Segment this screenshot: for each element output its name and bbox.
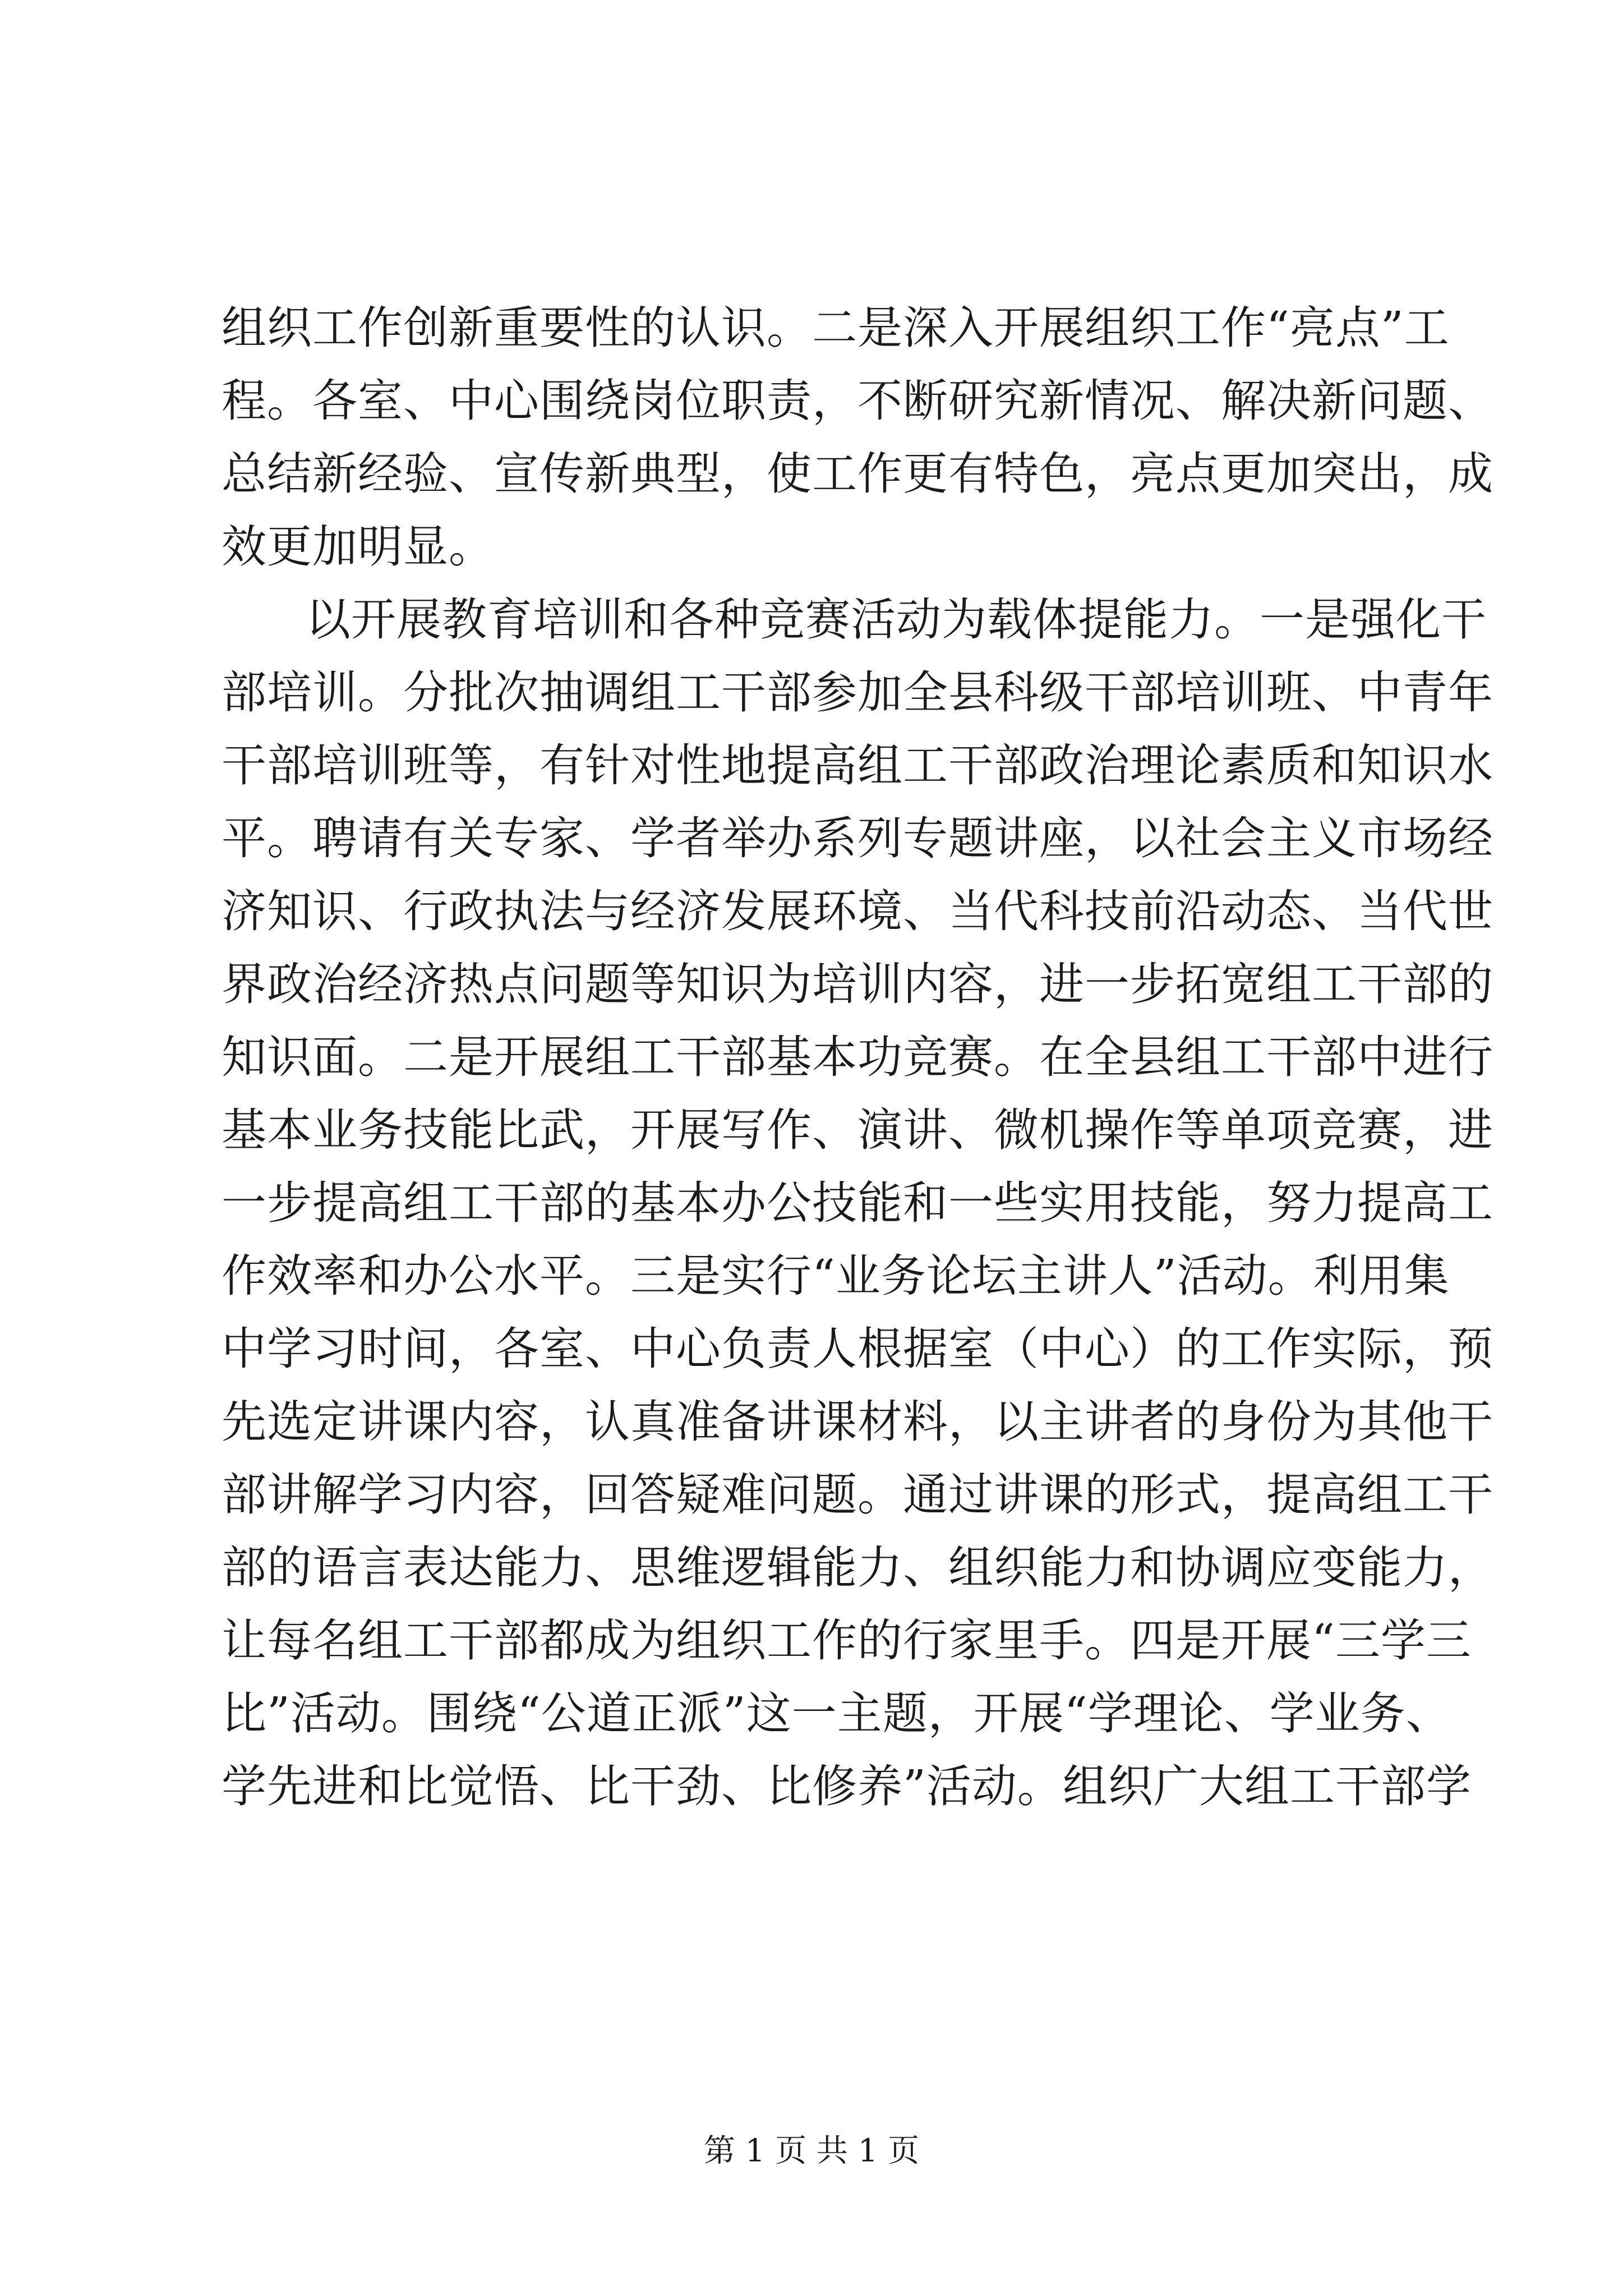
text-line: 作效率和办公水平。三是实行“业务论坛主讲人”活动。利用集 — [222, 1250, 1450, 1302]
text-line: 效更加明显。 — [222, 521, 494, 573]
text-line: 基本业务技能比武，开展写作、演讲、微机操作等单项竞赛，进 — [222, 1104, 1493, 1156]
text-line: 部讲解学习内容，回答疑难问题。通过讲课的形式，提高组工干 — [222, 1469, 1493, 1521]
text-line: 济知识、行政执法与经济发展环境、当代科技前沿动态、当代世 — [222, 885, 1493, 937]
text-line: 部的语言表达能力、思维逻辑能力、组织能力和协调应变能力， — [222, 1542, 1493, 1594]
text-line: 一步提高组工干部的基本办公技能和一些实用技能，努力提高工 — [222, 1177, 1493, 1229]
text-line: 总结新经验、宣传新典型，使工作更有特色，亮点更加突出，成 — [222, 448, 1493, 500]
text-line: 干部培训班等，有针对性地提高组工干部政治理论素质和知识水 — [222, 739, 1493, 792]
page-number-footer: 第 1 页 共 1 页 — [703, 2133, 920, 2169]
body-text — [222, 292, 1493, 1823]
text-line: 先选定讲课内容，认真准备讲课材料，以主讲者的身份为其他干 — [222, 1396, 1493, 1448]
text-line: 平。聘请有关专家、学者举办系列专题讲座，以社会主义市场经 — [222, 812, 1493, 864]
text-line: 程。各室、中心围绕岗位职责，不断研究新情况、解决新问题、 — [222, 375, 1493, 427]
text-line: 学先进和比觉悟、比干劲、比修养”活动。组织广大组工干部学 — [222, 1760, 1472, 1812]
text-line: 知识面。二是开展组工干部基本功竞赛。在全县组工干部中进行 — [222, 1031, 1493, 1083]
text-line: 中学习时间，各室、中心负责人根据室（中心）的工作实际，预 — [222, 1323, 1493, 1375]
text-line: 部培训。分批次抽调组工干部参加全县科级干部培训班、中青年 — [222, 666, 1493, 719]
text-line: 让每名组工干部都成为组织工作的行家里手。四是开展“三学三 — [222, 1614, 1472, 1667]
text-line: 比”活动。围绕“公道正派”这一主题，开展“学理论、学业务、 — [222, 1687, 1451, 1740]
text-line: 组织工作创新重要性的认识。二是深入开展组织工作“亮点”工 — [222, 302, 1450, 354]
paragraph-start-line: 以开展教育培训和各种竞赛活动为载体提能力。一是强化干 — [306, 593, 1487, 646]
text-line: 界政治经济热点问题等知识为培训内容，进一步拓宽组工干部的 — [222, 958, 1493, 1010]
